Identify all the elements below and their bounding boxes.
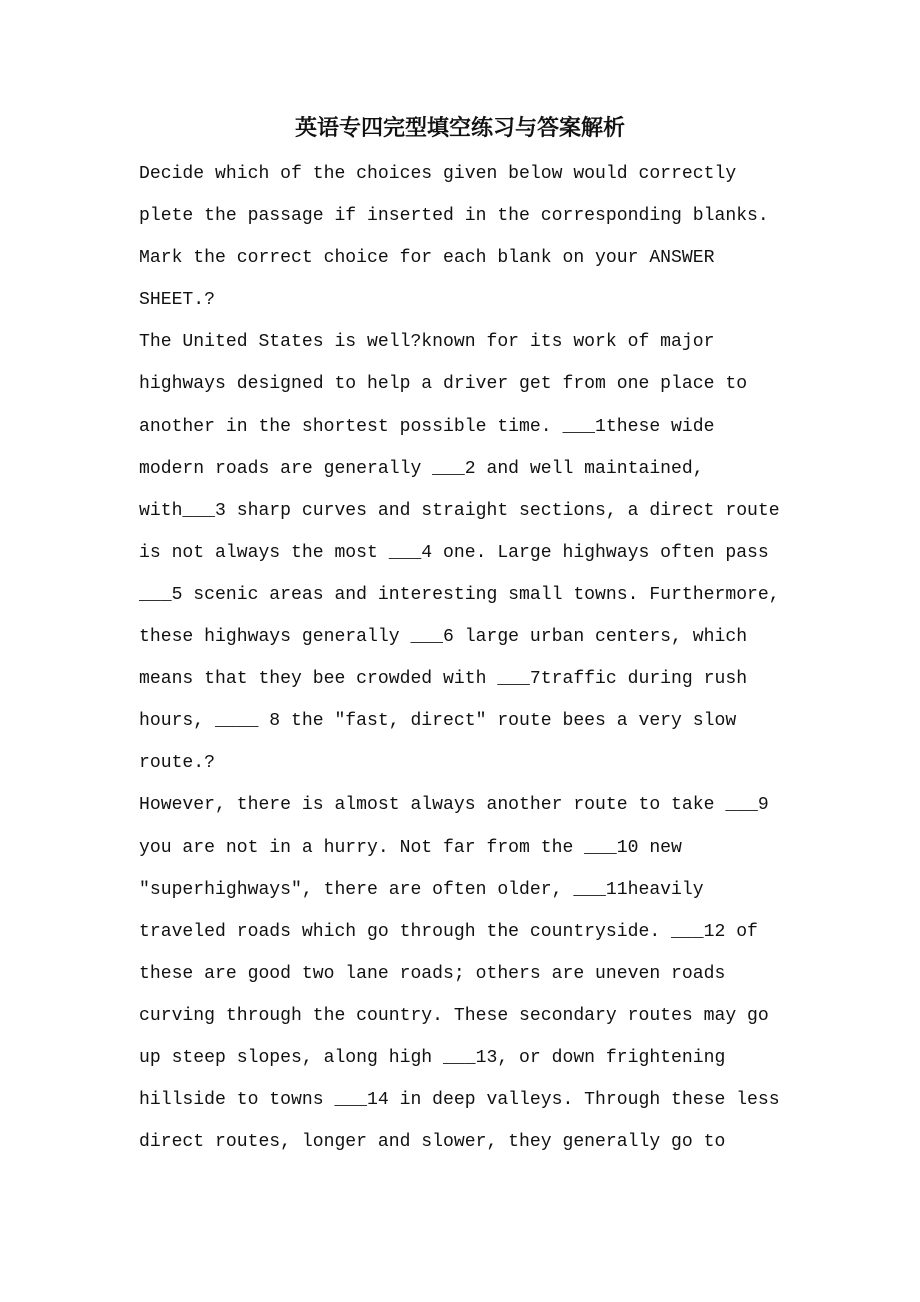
text-line: direct routes, longer and slower, they generally go to xyxy=(139,1132,726,1153)
text-line: these highways generally ___6 large urban centers, which xyxy=(139,627,748,648)
text-line: up steep slopes, along high ___13, or down frightening xyxy=(139,1047,726,1068)
text-line: curving through the country. These secondary routes may go xyxy=(139,1005,769,1026)
text-line: highways designed to help a driver get from one place to xyxy=(139,374,748,395)
text-line: hours, ____ 8 the "fast, direct" route bees a very slow xyxy=(139,711,737,732)
text-line: Decide which of the choices given below would correctly xyxy=(139,164,737,184)
text-line: these are good two lane roads; others are uneven roads xyxy=(139,963,726,984)
text-line: modern roads are generally ___2 and well maintained, xyxy=(139,458,704,479)
text-line: "superhighways", there are often older, ___11heavily xyxy=(139,879,704,900)
text-line: Mark the correct choice for each blank on your ANSWER xyxy=(139,248,715,269)
text-line: you are not in a hurry. Not far from the ___10 new xyxy=(139,837,682,858)
text-line: traveled roads which go through the countryside. ___12 of xyxy=(139,921,758,942)
text-line: The United States is well?known for its work of major xyxy=(139,332,715,353)
text-line: another in the shortest possible time. ___1these wide xyxy=(139,416,715,437)
text-line: ___5 scenic areas and interesting small towns. Furthermore, xyxy=(139,584,780,605)
document-body xyxy=(139,153,799,1163)
text-line: with___3 sharp curves and straight sections, a direct route xyxy=(139,500,780,521)
text-line: route.? xyxy=(139,753,216,774)
text-line: hillside to towns ___14 in deep valleys. Through these less xyxy=(139,1090,780,1111)
text-line: is not always the most ___4 one. Large highways often pass xyxy=(139,542,769,563)
text-line: plete the passage if inserted in the corresponding blanks. xyxy=(139,206,769,227)
text-line: However, there is almost always another route to take ___9 xyxy=(139,795,769,816)
document-title: 英语专四完型填空练习与答案解析 xyxy=(294,115,625,141)
text-line: SHEET.? xyxy=(139,290,216,311)
text-line: means that they bee crowded with ___7traffic during rush xyxy=(139,669,748,690)
